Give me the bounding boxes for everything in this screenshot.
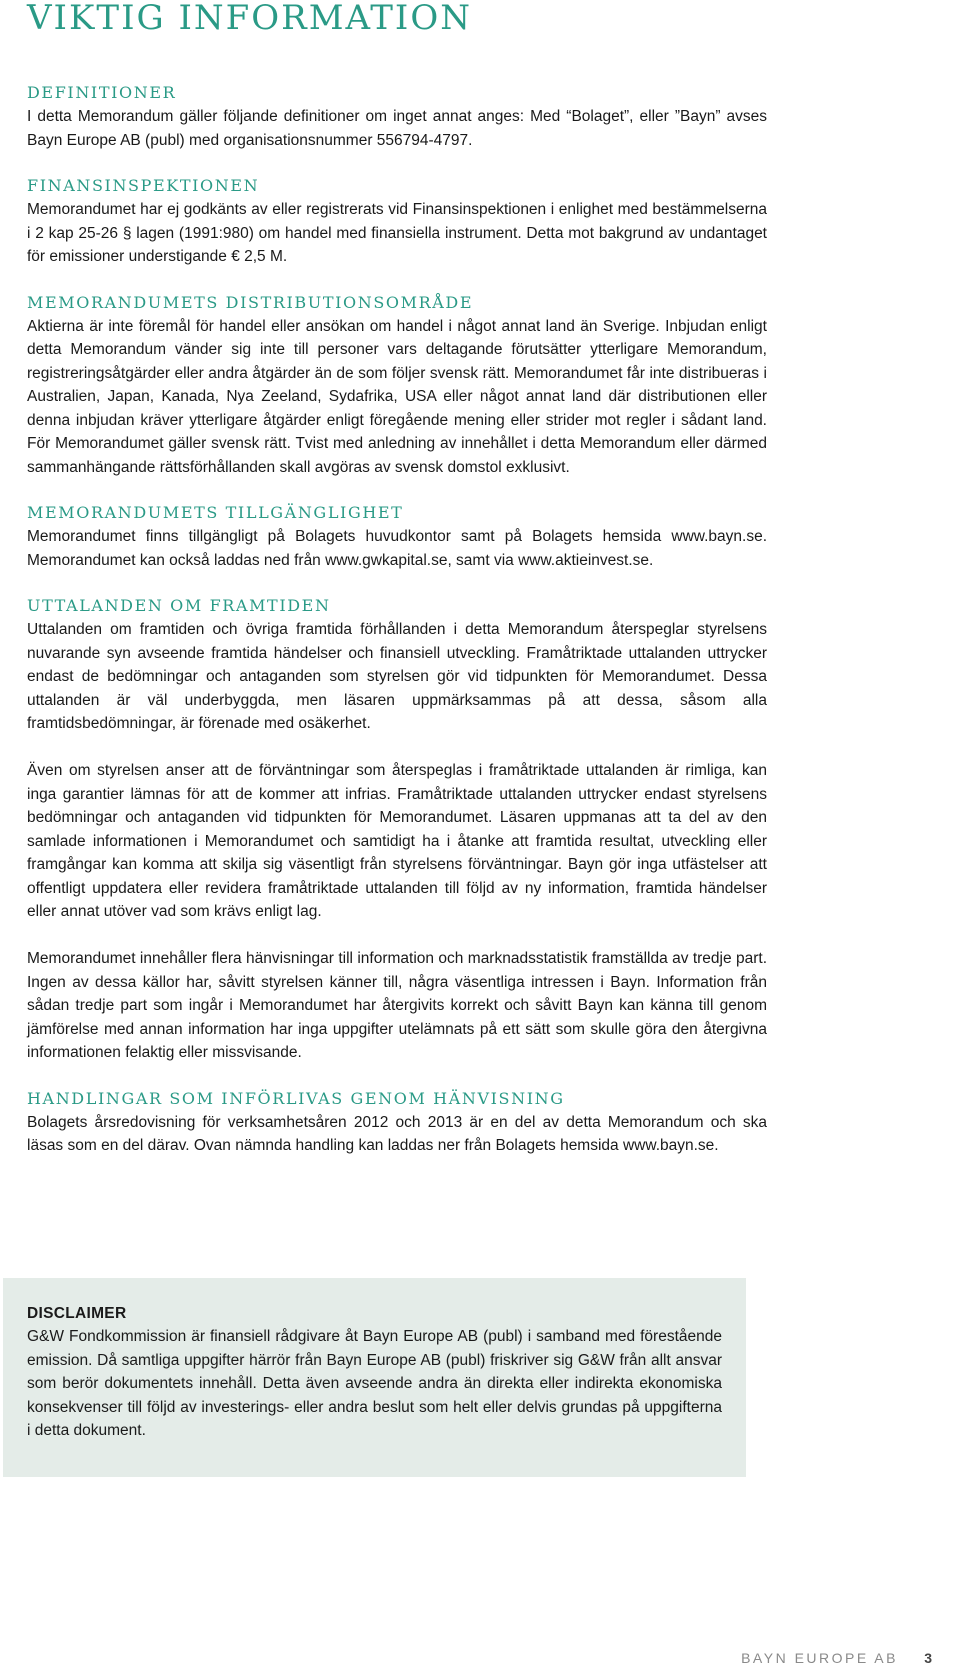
section-uttalanden-om-framtiden bbox=[27, 595, 767, 1065]
section-definitioner bbox=[27, 82, 767, 152]
main-content bbox=[27, 82, 767, 1181]
section-paragraph: Uttalanden om framtiden och övriga framtida förhållanden i detta Memorandum återspeglar styrelsens nuvarande syn avseende framtida händelser och finansiell utveckling. Framåtriktade uttalanden uttrycker endast de bedömningar och antaganden som styrelsen gör vid tidpunkten för Memorandumet. Dessa uttalanden är väl underbyggda, men läsaren uppmärksammas på att dessa, såsom alla framtidsbedömningar, är förenade med osäkerhet. bbox=[27, 621, 767, 732]
section-paragraph: Även om styrelsen anser att de förväntningar som återspeglas i framåtriktade uttalanden är rimliga, kan inga garantier lämnas för att de kommer att infrias. Framåtriktade uttalanden uttrycker endast styrelsens bedömningar och antaganden vid tidpunkten för Memorandumet. Läsaren uppmanas att ta del av den samlade informationen i Memorandumet och samtidigt ha i åtanke att framtida resultat, utveckling eller framgångar kan komma att skilja sig väsentligt från styrelsens förväntningar. Bayn gör inga utfästelser att offentligt uppdatera eller revidera framåtriktade uttalanden till följd av ny information, framtida händelser eller annat utöver vad som krävs enligt lag. bbox=[27, 762, 767, 920]
disclaimer-text: G&W Fondkommission är finansiell rådgivare åt Bayn Europe AB (publ) i samband med förestående emission. Då samtliga uppgifter härrör från Bayn Europe AB (publ) friskriver sig G&W från allt ansvar som berör dokumentets innehåll. Detta även avseende andra än direkta eller indirekta ekonomiska konsekvenser till följd av investerings- eller andra beslut som helt eller delvis grundas på uppgifterna i detta dokument. bbox=[27, 1328, 722, 1439]
section-paragraph: Aktierna är inte föremål för handel eller ansökan om handel i något annat land än Sverige. Inbjudan enligt detta Memorandum vänder sig inte till personer vars deltagande förutsätter ytterligare Memorandum, registreringsåtgärder eller andra åtgärder än de som följer svensk rätt. Memorandumet får inte distribueras i Australien, Japan, Kanada, Nya Zeeland, Sydafrika, USA eller något annat land där distributionen eller denna inbjudan kräver ytterligare åtgärder enligt föregående mening eller strider mot regler i sådant land. För Memorandumet gäller svensk rätt. Tvist med anledning av innehållet i detta Memorandum eller därmed sammanhängande rättsförhållanden skall avgöras av svensk domstol exklusivt. bbox=[27, 317, 767, 476]
section-heading: HANDLINGAR SOM INFÖRLIVAS GENOM HÄNVISNING bbox=[27, 1088, 565, 1108]
section-distributionsomrade bbox=[27, 292, 767, 480]
page-title: VIKTIG INFORMATION bbox=[27, 0, 472, 38]
disclaimer-heading: DISCLAIMER bbox=[27, 1305, 127, 1322]
section-paragraph: Memorandumet innehåller flera hänvisningar till information och marknadsstatistik framställda av tredje part. Ingen av dessa källor har, såvitt styrelsen känner till, några väsentliga intressen i Bayn. Information från sådan tredje part som ingår i Memorandumet har återgivits korrekt och såvitt Bayn kan känna till genom jämförelse med annan information har inga uppgifter utelämnats på ett sätt som skulle göra den återgivna informationen felaktig eller missvisande. bbox=[27, 950, 767, 1061]
section-paragraph: Memorandumet finns tillgängligt på Bolagets huvudkontor samt på Bolagets hemsida www.bayn.se. Memorandumet kan också laddas ned från www.gwkapital.se, samt via www.aktieinvest.se. bbox=[27, 528, 767, 569]
section-paragraph: I detta Memorandum gäller följande definitioner om inget annat anges: Med “Bolaget”, eller ”Bayn” avses Bayn Europe AB (publ) med organisationsnummer 556794-4797. bbox=[27, 108, 767, 149]
section-heading: MEMORANDUMETS TILLGÄNGLIGHET bbox=[27, 503, 404, 522]
disclaimer-box bbox=[3, 1278, 746, 1477]
section-paragraph: Bolagets årsredovisning för verksamhetsåren 2012 och 2013 är en del av detta Memorandum och ska läsas som en del därav. Ovan nämnda handling kan laddas ner från Bolagets hemsida www.bayn.se. bbox=[27, 1113, 767, 1154]
section-tillganglighet bbox=[27, 502, 767, 572]
page-number: 3 bbox=[924, 1650, 932, 1666]
section-finansinspektionen bbox=[27, 175, 767, 269]
section-heading: MEMORANDUMETS DISTRIBUTIONSOMRÅDE bbox=[27, 292, 474, 312]
footer-company: BAYN EUROPE AB bbox=[741, 1650, 898, 1666]
section-handlingar bbox=[27, 1088, 767, 1158]
section-heading: FINANSINSPEKTIONEN bbox=[27, 176, 260, 195]
section-heading: DEFINITIONER bbox=[27, 83, 177, 102]
section-paragraph: Memorandumet har ej godkänts av eller registrerats vid Finansinspektionen i enlighet med bestämmelserna i 2 kap 25-26 § lagen (1991:980) om handel med finansiella instrument. Detta mot bakgrund av undantaget för emissioner understigande € 2,5 M. bbox=[27, 201, 767, 265]
section-heading: UTTALANDEN OM FRAMTIDEN bbox=[27, 596, 331, 615]
